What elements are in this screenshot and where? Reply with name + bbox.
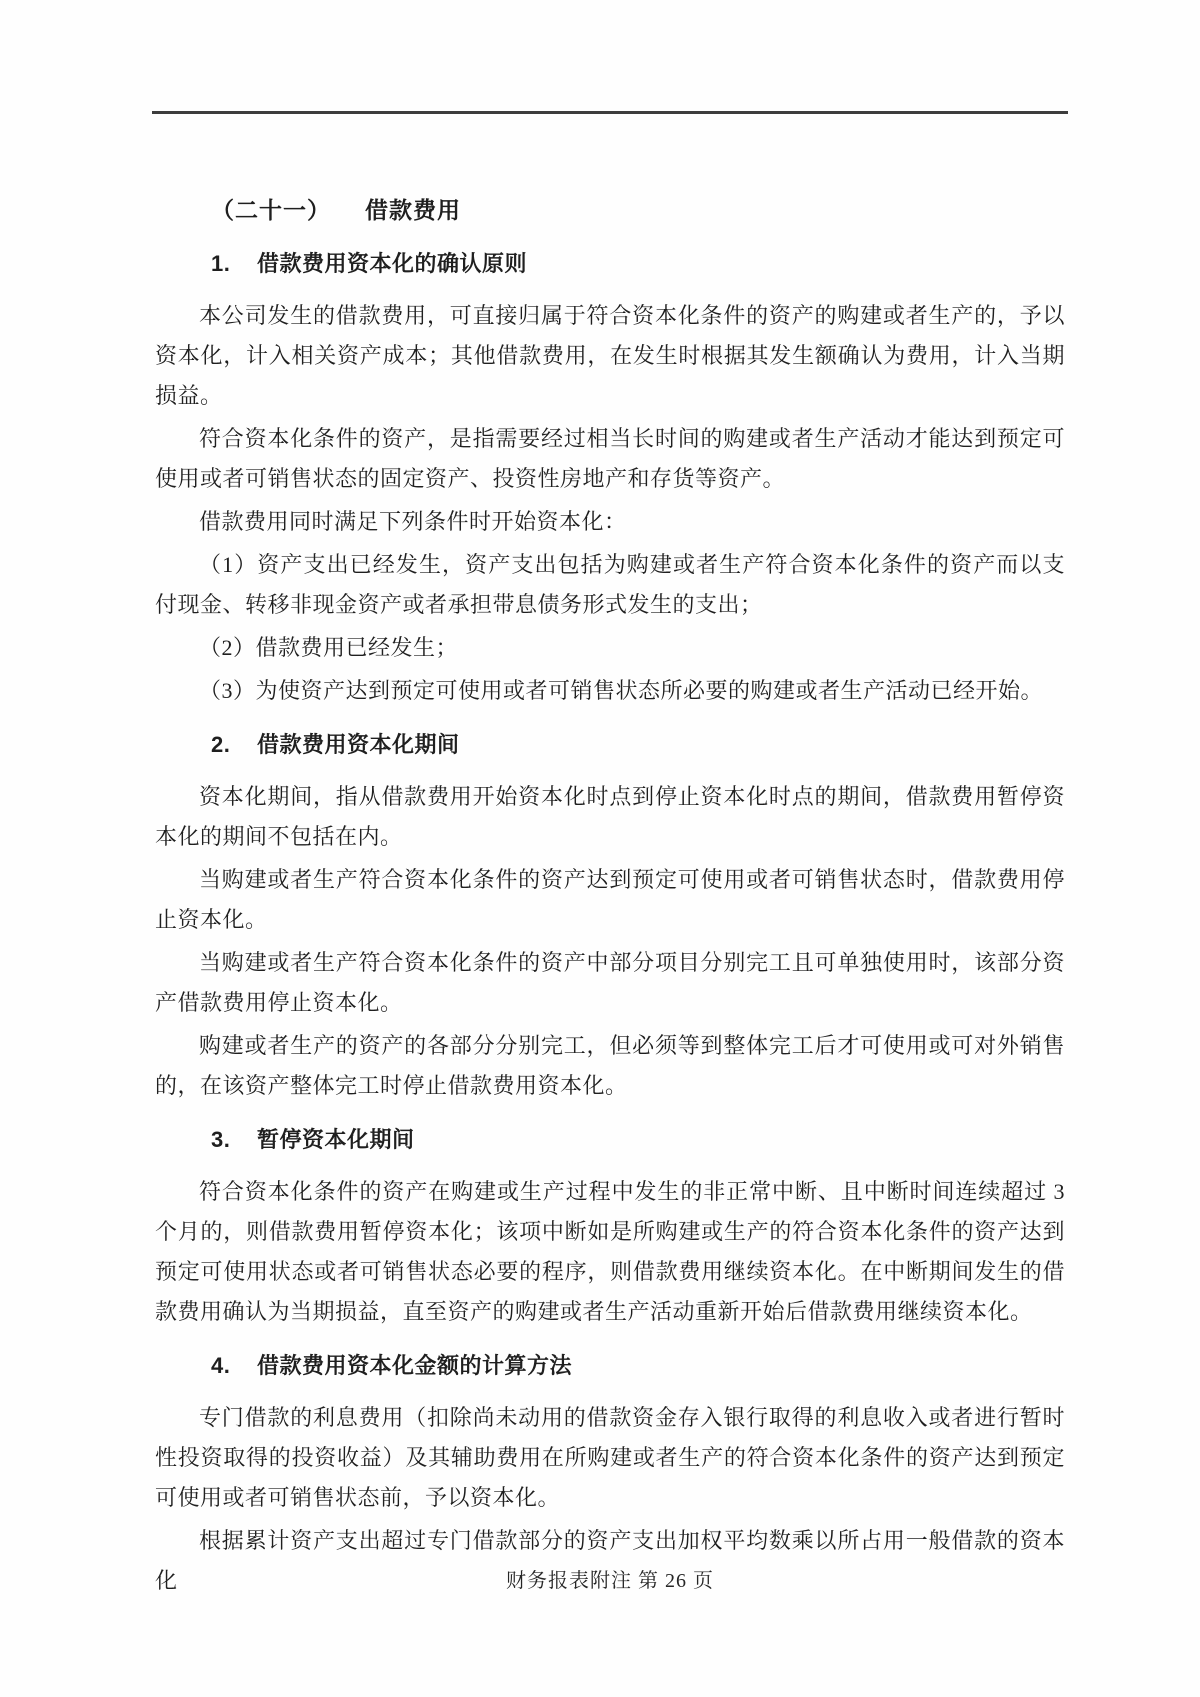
section-1 xyxy=(155,244,1065,711)
section-3-heading-text: 暂停资本化期间 xyxy=(257,1127,415,1152)
section-2 xyxy=(155,725,1065,1106)
paragraph: 购建或者生产的资产的各部分分别完工，但必须等到整体完工后才可使用或可对外销售的，在该资产整体完工时停止借款费用资本化。 xyxy=(155,1033,1065,1098)
paragraph: 本公司发生的借款费用，可直接归属于符合资本化条件的资产的购建或者生产的，予以资本化，计入相关资产成本；其他借款费用，在发生时根据其发生额确认为费用，计入当期损益。 xyxy=(155,303,1065,408)
section-4 xyxy=(155,1346,1065,1601)
list-item-1: （1）资产支出已经发生，资产支出包括为购建或者生产符合资本化条件的资产而以支付现金、转移非现金资产或者承担带息债务形式发生的支出； xyxy=(155,552,1065,617)
document-title-text: 借款费用 xyxy=(365,197,461,223)
page-footer: 财务报表附注 第 26 页 xyxy=(506,1570,714,1592)
section-2-number: 2. xyxy=(211,732,231,757)
list-item-2: （2）借款费用已经发生； xyxy=(199,635,459,660)
paragraph: 借款费用同时满足下列条件时开始资本化： xyxy=(199,509,627,534)
section-1-number: 1. xyxy=(211,251,231,276)
section-4-heading-text: 借款费用资本化金额的计算方法 xyxy=(257,1353,573,1378)
section-2-heading-text: 借款费用资本化期间 xyxy=(257,732,460,757)
section-1-heading-text: 借款费用资本化的确认原则 xyxy=(257,251,528,276)
section-3 xyxy=(155,1120,1065,1332)
paragraph: 符合资本化条件的资产，是指需要经过相当长时间的购建或者生产活动才能达到预定可使用或者可销售状态的固定资产、投资性房地产和存货等资产。 xyxy=(155,426,1065,491)
paragraph: 当购建或者生产符合资本化条件的资产达到预定可使用或者可销售状态时，借款费用停止资本化。 xyxy=(155,867,1065,932)
section-1-heading xyxy=(211,244,1065,284)
paragraph: 符合资本化条件的资产在购建或生产过程中发生的非正常中断、且中断时间连续超过 3 个月的，则借款费用暂停资本化；该项中断如是所购建或生产的符合资本化条件的资产达到预定可使用状态或者可销售状态必要的程序，则借款费用继续资本化。在中断期间发生的借款费用确认为当期损益，直至资产的购建或者生产活动重新开始后借款费用继续资本化。 xyxy=(155,1179,1065,1324)
document-content xyxy=(155,190,1065,1604)
header-rule xyxy=(152,111,1068,114)
section-3-number: 3. xyxy=(211,1127,231,1152)
section-2-heading xyxy=(211,725,1065,765)
paragraph: 资本化期间，指从借款费用开始资本化时点到停止资本化时点的期间，借款费用暂停资本化的期间不包括在内。 xyxy=(155,784,1065,849)
section-4-number: 4. xyxy=(211,1353,231,1378)
list-item-3: （3）为使资产达到预定可使用或者可销售状态所必要的购建或者生产活动已经开始。 xyxy=(199,678,1044,703)
paragraph: 当购建或者生产符合资本化条件的资产中部分项目分别完工且可单独使用时，该部分资产借款费用停止资本化。 xyxy=(155,950,1065,1015)
section-4-heading xyxy=(211,1346,1065,1386)
paragraph-truncated: 根据累计资产支出超过专门借款部分的资产支出加权平均数乘以所占用一般借款的资本化 xyxy=(155,1528,1065,1593)
paragraph: 专门借款的利息费用（扣除尚未动用的借款资金存入银行取得的利息收入或者进行暂时性投资取得的投资收益）及其辅助费用在所购建或者生产的符合资本化条件的资产达到预定可使用或者可销售状态前，予以资本化。 xyxy=(155,1405,1065,1510)
section-3-heading xyxy=(211,1120,1065,1160)
document-title-number: （二十一） xyxy=(211,197,331,223)
document-title xyxy=(211,190,1065,230)
